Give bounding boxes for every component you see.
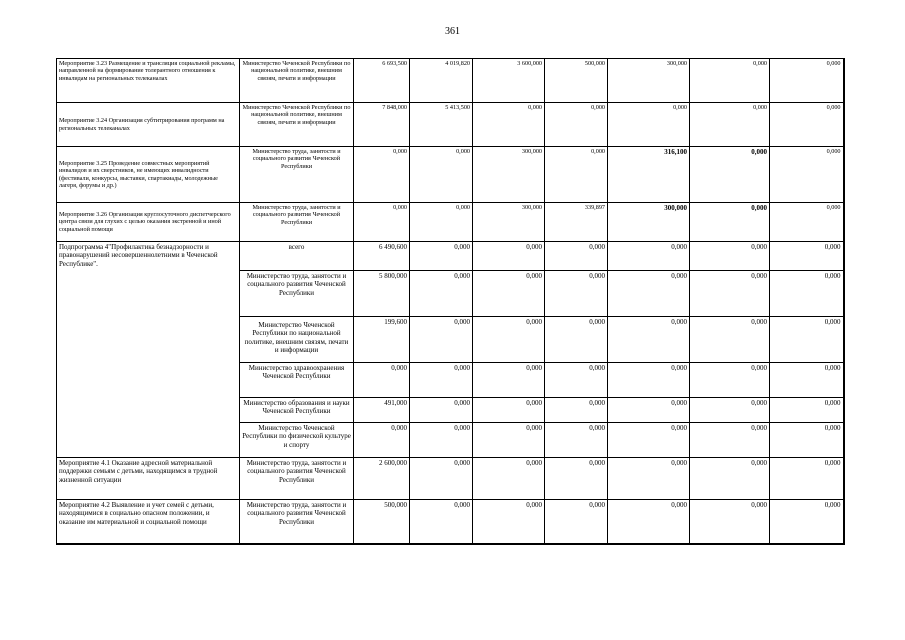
value-cell: 0,000 (690, 363, 770, 398)
activity-name: Мероприятие 3.23 Размещение и трансляция социальной рекламы, направленной на формирование толерантного отношения к инвалидам на региональных телеканалах (57, 59, 240, 103)
value-cell: 0,000 (410, 500, 473, 544)
value-cell: 500,000 (545, 59, 608, 103)
executor-cell: Министерство труда, занятости и социального развития Чеченской Республики (240, 147, 354, 203)
value-cell: 0,000 (410, 423, 473, 458)
value-cell: 300,000 (473, 147, 545, 203)
value-cell: 300,000 (473, 203, 545, 242)
value-cell: 0,000 (608, 398, 690, 423)
value-cell: 0,000 (354, 363, 410, 398)
executor-cell: Министерство образования и науки Чеченской Республики (240, 398, 354, 423)
executor-cell: Министерство труда, занятости и социального развития Чеченской Республики (240, 500, 354, 544)
value-cell: 491,000 (354, 398, 410, 423)
table-row (57, 59, 844, 103)
value-cell: 500,000 (354, 500, 410, 544)
value-cell: 0,000 (410, 203, 473, 242)
executor-cell: Министерство труда, занятости и социального развития Чеченской Республики (240, 203, 354, 242)
value-cell: 0,000 (608, 317, 690, 363)
value-cell: 0,000 (690, 203, 770, 242)
value-cell: 6 693,500 (354, 59, 410, 103)
value-cell: 0,000 (410, 271, 473, 317)
value-cell: 2 600,000 (354, 458, 410, 500)
value-cell: 0,000 (690, 500, 770, 544)
value-cell: 6 490,600 (354, 242, 410, 271)
value-cell: 0,000 (545, 147, 608, 203)
value-cell: 0,000 (690, 147, 770, 203)
executor-cell: Министерство Чеченской Республики по физической культуре и спорту (240, 423, 354, 458)
subprogram-name: Подпрограмма 4"Профилактика безнадзорности и правонарушений несовершеннолетними в Чеченской Республике". (57, 242, 240, 458)
value-cell: 339,897 (545, 203, 608, 242)
activity-name: Мероприятие 4.1 Оказание адресной материальной поддержки семьям с детьми, находящимся в трудной жизненной ситуации (57, 458, 240, 500)
executor-cell: всего (240, 242, 354, 271)
value-cell: 0,000 (410, 317, 473, 363)
value-cell: 0,000 (354, 423, 410, 458)
value-cell: 0,000 (410, 458, 473, 500)
value-cell: 0,000 (473, 103, 545, 147)
value-cell: 0,000 (354, 203, 410, 242)
value-cell: 0,000 (770, 500, 844, 544)
value-cell: 0,000 (608, 271, 690, 317)
value-cell: 0,000 (770, 103, 844, 147)
value-cell: 0,000 (545, 500, 608, 544)
value-cell: 0,000 (473, 458, 545, 500)
value-cell: 0,000 (690, 458, 770, 500)
value-cell: 0,000 (770, 458, 844, 500)
value-cell: 0,000 (473, 423, 545, 458)
value-cell: 0,000 (770, 271, 844, 317)
value-cell: 0,000 (410, 242, 473, 271)
value-cell: 0,000 (608, 423, 690, 458)
executor-cell: Министерство Чеченской Республики по национальной политике, внешним связям, печати и информации (240, 317, 354, 363)
value-cell: 0,000 (770, 147, 844, 203)
executor-cell: Министерство Чеченской Республики по национальной политике, внешним связям, печати и информации (240, 59, 354, 103)
value-cell: 316,100 (608, 147, 690, 203)
value-cell: 0,000 (545, 317, 608, 363)
value-cell: 0,000 (545, 271, 608, 317)
value-cell: 5 413,500 (410, 103, 473, 147)
value-cell: 0,000 (545, 458, 608, 500)
value-cell: 0,000 (608, 242, 690, 271)
value-cell: 0,000 (545, 423, 608, 458)
value-cell: 0,000 (770, 242, 844, 271)
value-cell: 0,000 (770, 203, 844, 242)
executor-cell: Министерство труда, занятости и социального развития Чеченской Республики (240, 458, 354, 500)
table-row (57, 103, 844, 147)
value-cell: 0,000 (473, 271, 545, 317)
value-cell: 5 800,000 (354, 271, 410, 317)
value-cell: 0,000 (545, 363, 608, 398)
value-cell: 0,000 (770, 363, 844, 398)
page-number: 361 (445, 26, 460, 37)
value-cell: 0,000 (608, 458, 690, 500)
value-cell: 0,000 (545, 103, 608, 147)
executor-cell: Министерство труда, занятости и социального развития Чеченской Республики (240, 271, 354, 317)
value-cell: 0,000 (770, 59, 844, 103)
value-cell: 0,000 (770, 423, 844, 458)
value-cell: 3 600,000 (473, 59, 545, 103)
executor-cell: Министерство Чеченской Республики по национальной политике, внешним связям, печати и информации (240, 103, 354, 147)
value-cell: 0,000 (690, 398, 770, 423)
value-cell: 0,000 (410, 398, 473, 423)
value-cell: 0,000 (545, 398, 608, 423)
value-cell: 0,000 (770, 317, 844, 363)
value-cell: 0,000 (545, 242, 608, 271)
value-cell: 7 848,000 (354, 103, 410, 147)
value-cell: 0,000 (354, 147, 410, 203)
activity-name: Мероприятие 3.26 Организация круглосуточного диспетчерского центра связи для глухих с целью оказания экстренной и иной социальной помощи (57, 203, 240, 242)
table-row (57, 147, 844, 203)
value-cell: 0,000 (608, 500, 690, 544)
budget-table (56, 58, 845, 545)
value-cell: 0,000 (473, 317, 545, 363)
activity-name: Мероприятие 4.2 Выявление и учет семей с детьми, находящимися в социально опасном положении, и оказание им материальной и социальной помощи (57, 500, 240, 544)
value-cell: 199,600 (354, 317, 410, 363)
value-cell: 0,000 (608, 363, 690, 398)
value-cell: 0,000 (410, 363, 473, 398)
value-cell: 300,000 (608, 59, 690, 103)
table-row (57, 242, 844, 271)
value-cell: 0,000 (770, 398, 844, 423)
table-row (57, 203, 844, 242)
value-cell: 0,000 (473, 363, 545, 398)
value-cell: 300,000 (608, 203, 690, 242)
value-cell: 0,000 (608, 103, 690, 147)
activity-name: Мероприятие 3.24 Организация субтитрирования программ на региональных телеканалах (57, 103, 240, 147)
value-cell: 0,000 (690, 59, 770, 103)
value-cell: 0,000 (473, 500, 545, 544)
value-cell: 0,000 (473, 398, 545, 423)
activity-name: Мероприятие 3.25 Проведение совместных мероприятий инвалидов и их сверстников, не имеющих инвалидности (фестивали, конкурсы, выставки, спартакиады, молодежные лагеря, форумы и др.) (57, 147, 240, 203)
table-row (57, 458, 844, 500)
value-cell: 0,000 (690, 423, 770, 458)
table-row (57, 500, 844, 544)
value-cell: 0,000 (473, 242, 545, 271)
value-cell: 0,000 (410, 147, 473, 203)
value-cell: 0,000 (690, 317, 770, 363)
value-cell: 0,000 (690, 103, 770, 147)
value-cell: 0,000 (690, 271, 770, 317)
value-cell: 0,000 (690, 242, 770, 271)
executor-cell: Министерство здравоохранения Чеченской Республики (240, 363, 354, 398)
value-cell: 4 019,820 (410, 59, 473, 103)
